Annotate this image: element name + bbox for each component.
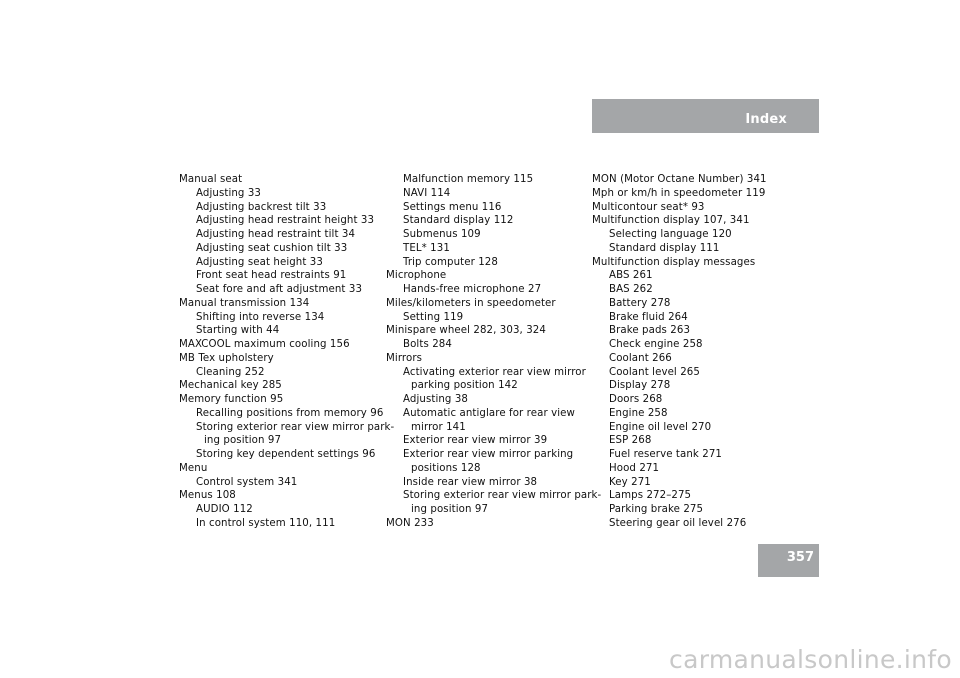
index-entry: Adjusting 38 bbox=[403, 394, 469, 405]
index-entry: Brake pads 263 bbox=[609, 325, 691, 337]
index-entry: Engine 258 bbox=[609, 407, 668, 419]
index-entry: Microphone bbox=[386, 270, 447, 282]
page-number: 357 bbox=[786, 550, 814, 565]
index-entry: Activating exterior rear view mirror bbox=[403, 366, 586, 378]
index-entry: Minispare wheel 282, 303, 324 bbox=[386, 325, 546, 337]
index-entry: Front seat head restraints 91 bbox=[196, 270, 347, 282]
index-entry: Standard display 112 bbox=[403, 215, 514, 227]
index-entry: Display 278 bbox=[609, 380, 671, 392]
index-entry: Adjusting seat height 33 bbox=[196, 256, 323, 268]
index-entry: Battery 278 bbox=[609, 297, 671, 309]
index-entry: Storing key dependent settings 96 bbox=[196, 449, 376, 460]
index-entry: Trip computer 128 bbox=[403, 256, 498, 268]
index-entry: Fuel reserve tank 271 bbox=[609, 449, 723, 460]
index-entry: mirror 141 bbox=[411, 421, 466, 433]
index-entry: Multicontour seat* 93 bbox=[592, 201, 705, 213]
index-entry: ing position 97 bbox=[204, 435, 282, 447]
index-entry: MAXCOOL maximum cooling 156 bbox=[179, 339, 350, 350]
index-entry: parking position 142 bbox=[411, 380, 518, 392]
index-entry: Cleaning 252 bbox=[196, 366, 265, 378]
index-entry: Bolts 284 bbox=[403, 339, 452, 350]
index-entry: Exterior rear view mirror 39 bbox=[403, 435, 548, 447]
index-entry: ESP 268 bbox=[609, 435, 652, 447]
index-entry: Adjusting 33 bbox=[196, 187, 262, 199]
index-entry: Doors 268 bbox=[609, 394, 663, 405]
index-entry: Hands-free microphone 27 bbox=[403, 284, 542, 295]
index-column-2 bbox=[386, 173, 602, 531]
index-entry: Manual transmission 134 bbox=[179, 297, 310, 309]
index-entry: NAVI 114 bbox=[403, 187, 451, 199]
index-entry: Coolant level 265 bbox=[609, 366, 700, 378]
index-entry: MON 233 bbox=[386, 517, 434, 529]
index-entry: Mechanical key 285 bbox=[179, 380, 282, 392]
index-entry: Engine oil level 270 bbox=[609, 421, 712, 433]
index-entry: Manual seat bbox=[179, 174, 243, 185]
index-entry: Exterior rear view mirror parking bbox=[403, 449, 574, 460]
index-entry: Lamps 272–275 bbox=[609, 490, 692, 502]
page-number-box bbox=[758, 544, 819, 577]
index-entry: ing position 97 bbox=[411, 504, 489, 515]
index-entry: Memory function 95 bbox=[179, 394, 284, 405]
index-entry: Adjusting backrest tilt 33 bbox=[196, 201, 327, 213]
index-entry: MON (Motor Octane Number) 341 bbox=[592, 174, 767, 185]
index-entry: Setting 119 bbox=[403, 311, 464, 323]
index-column-1 bbox=[179, 173, 395, 531]
index-entry: Steering gear oil level 276 bbox=[609, 517, 747, 529]
index-entry: Selecting language 120 bbox=[609, 229, 732, 240]
index-entry: Multifunction display 107, 341 bbox=[592, 215, 750, 227]
index-column-3 bbox=[592, 173, 797, 531]
index-entry: positions 128 bbox=[411, 462, 481, 474]
index-entry: Parking brake 275 bbox=[609, 504, 704, 515]
index-entry: Starting with 44 bbox=[196, 325, 280, 337]
index-entry: Mph or km/h in speedometer 119 bbox=[592, 187, 766, 199]
index-entry: Menu bbox=[179, 462, 208, 474]
index-entry: Seat fore and aft adjustment 33 bbox=[196, 284, 363, 295]
index-entry: Adjusting seat cushion tilt 33 bbox=[196, 242, 348, 254]
index-entry: Key 271 bbox=[609, 476, 651, 488]
index-entry: Recalling positions from memory 96 bbox=[196, 407, 384, 419]
index-entry: Storing exterior rear view mirror park- bbox=[196, 421, 395, 433]
index-entry: TEL* 131 bbox=[403, 242, 450, 254]
index-entry: In control system 110, 111 bbox=[196, 517, 336, 529]
index-entry: Adjusting head restraint height 33 bbox=[196, 215, 375, 227]
index-entry: Adjusting head restraint tilt 34 bbox=[196, 229, 356, 240]
index-entry: Menus 108 bbox=[179, 490, 236, 502]
index-entry: Hood 271 bbox=[609, 462, 660, 474]
section-header bbox=[592, 99, 819, 133]
index-entry: Settings menu 116 bbox=[403, 201, 502, 213]
index-entry: Shifting into reverse 134 bbox=[196, 311, 325, 323]
index-entry: Malfunction memory 115 bbox=[403, 174, 534, 185]
index-entry: Automatic antiglare for rear view bbox=[403, 407, 575, 419]
index-entry: ABS 261 bbox=[609, 270, 653, 282]
index-entry: BAS 262 bbox=[609, 284, 653, 295]
index-entry: AUDIO 112 bbox=[196, 504, 253, 515]
index-entry: Brake fluid 264 bbox=[609, 311, 688, 323]
index-entry: Submenus 109 bbox=[403, 229, 481, 240]
index-entry: MB Tex upholstery bbox=[179, 352, 274, 364]
index-entry: Standard display 111 bbox=[609, 242, 720, 254]
index-entry: Coolant 266 bbox=[609, 352, 672, 364]
index-entry: Check engine 258 bbox=[609, 339, 703, 350]
section-title: Index bbox=[745, 112, 787, 127]
index-entry: Multifunction display messages bbox=[592, 256, 756, 268]
index-entry: Control system 341 bbox=[196, 476, 298, 488]
index-entry: Inside rear view mirror 38 bbox=[403, 476, 538, 488]
watermark: carmanualsonline.info bbox=[669, 645, 952, 674]
index-entry: Storing exterior rear view mirror park- bbox=[403, 490, 602, 502]
index-entry: Mirrors bbox=[386, 352, 423, 364]
index-entry: Miles/kilometers in speedometer bbox=[386, 297, 556, 309]
